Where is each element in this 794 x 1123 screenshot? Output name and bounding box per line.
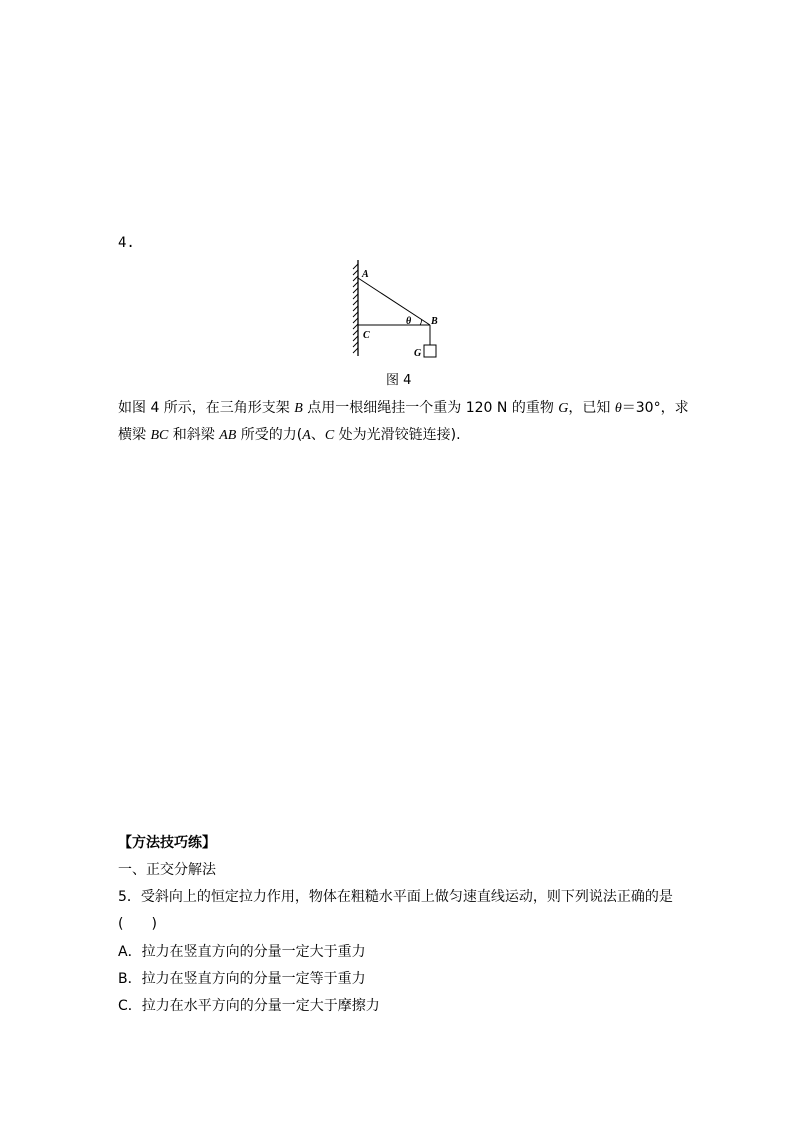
question-5-stem: 5．受斜向上的恒定拉力作用，物体在粗糙水平面上做匀速直线运动，则下列说法正确的是 [118, 889, 673, 905]
label-a: A [362, 269, 369, 280]
method-subheading: 一、正交分解法 [118, 862, 216, 878]
figure-caption: 图 4 [386, 373, 412, 388]
triangle-bracket-figure [340, 258, 450, 366]
question-4-line-1: 如图 4 所示，在三角形支架 B 点用一根细绳挂一个重为 120 N 的重物 G，已知 θ＝30°，求 [118, 400, 689, 416]
method-section-heading: 【方法技巧练】 [118, 835, 216, 851]
label-g: G [414, 348, 422, 359]
option-c: C．拉力在水平方向的分量一定大于摩擦力 [118, 998, 380, 1014]
label-theta: θ [406, 316, 412, 327]
option-a: A．拉力在竖直方向的分量一定大于重力 [118, 944, 366, 960]
question-5-answer-blank: ( ) [118, 916, 157, 932]
wall-hatching [353, 264, 358, 353]
question-4-line-2: 横梁 BC 和斜梁 AB 所受的力(A、C 处为光滑铰链连接). [118, 427, 461, 443]
beam-ab [358, 278, 430, 325]
question-4-number: 4. [118, 235, 135, 251]
theta-arc [420, 320, 422, 326]
weight-box [424, 345, 436, 357]
option-b: B．拉力在竖直方向的分量一定等于重力 [118, 971, 366, 987]
label-c: C [363, 330, 370, 341]
label-b: B [431, 316, 438, 327]
